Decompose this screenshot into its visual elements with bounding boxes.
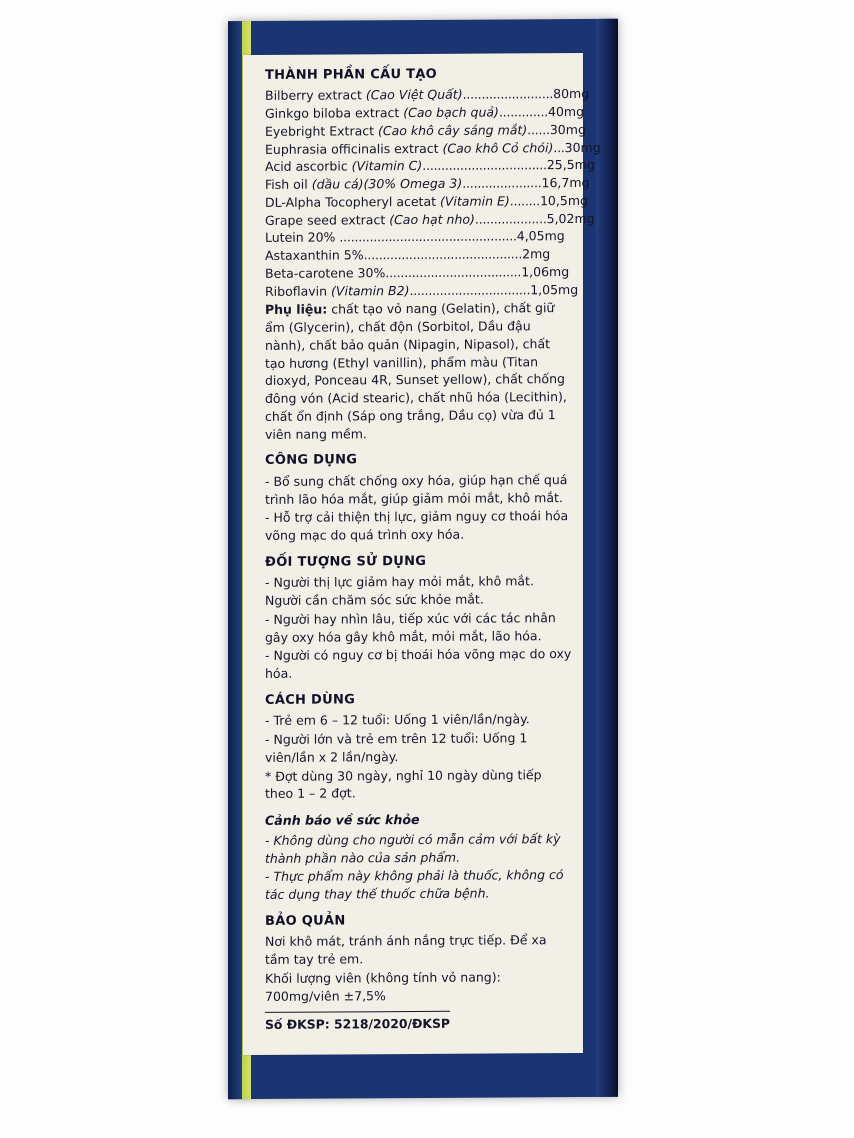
- ingredient-amount: 1,05mg: [530, 281, 579, 297]
- ingredient-name: Eyebright Extract: [265, 123, 379, 139]
- ingredient-dots: .................................: [422, 157, 547, 174]
- warning-line: - Không dùng cho người có mẫn cảm với bất kỳ thành phần nào của sản phẩm.: [265, 831, 561, 866]
- ingredient-dots: ...............................................: [339, 228, 517, 245]
- audience-heading: ĐỐI TƯỢNG SỬ DỤNG: [265, 553, 427, 570]
- uses-line: - Bổ sung chất chống oxy hóa, giúp hạn chế quá trình lão hóa mắt, giúp giảm mỏi mắt, khô mắt.: [265, 471, 568, 507]
- storage-line: Khối lượng viên (không tính vỏ nang): 700mg/viên ±7,5%: [265, 969, 501, 1004]
- ingredient-name-vi: (Cao khô cây sáng mắt): [378, 122, 528, 139]
- ingredient-dots: ................................: [409, 281, 531, 298]
- ingredient-dots: ....................................: [385, 264, 522, 281]
- ingredient-name: DL-Alpha Tocopheryl acetat: [265, 193, 440, 210]
- ingredient-name: Ginkgo biloba extract: [265, 105, 404, 122]
- ingredient-amount: 16,7mg: [541, 175, 590, 191]
- ingredient-name: Grape seed extract: [265, 211, 390, 228]
- ingredient-row: [265, 210, 595, 230]
- ingredient-amount: 80mg: [553, 86, 590, 102]
- box-left-edge: [228, 21, 242, 1099]
- usage-heading: CÁCH DÙNG: [265, 692, 356, 708]
- ingredient-amount: 30mg: [549, 121, 586, 138]
- ingredient-row: [265, 281, 579, 301]
- ingredient-name-vi: (Vitamin C): [351, 158, 423, 174]
- storage-heading: BẢO QUẢN: [265, 913, 346, 929]
- ingredient-amount: 5,02mg: [546, 210, 595, 226]
- ingredient-name-vi: (dầu cá)(30% Omega 3): [311, 175, 463, 192]
- box-right-edge: [596, 19, 618, 1097]
- ingredient-name-vi: (Cao bạch quả): [403, 104, 499, 121]
- product-label-panel: [243, 53, 601, 1055]
- ingredient-name: Lutein 20%: [265, 229, 340, 246]
- ingredients-list: [265, 85, 601, 300]
- ingredient-name-vi: (Vitamin E): [440, 193, 510, 209]
- ingredient-dots: .....................: [462, 175, 542, 191]
- ingredient-amount: 4,05mg: [516, 228, 565, 244]
- ingredient-name-vi: (Vitamin B2): [331, 282, 410, 299]
- label-text-content: [265, 63, 601, 1049]
- usage-line: * Đợt dùng 30 ngày, nghỉ 10 ngày dùng tiếp theo 1 – 2 đợt.: [265, 766, 542, 802]
- audience-line: - Người thị lực giảm hay mỏi mắt, khô mắt. Người cần chăm sóc sức khỏe mắt.: [265, 573, 534, 609]
- uses-line: - Hỗ trợ cải thiện thị lực, giảm nguy cơ thoái hóa võng mạc do quá trình oxy hóa.: [265, 508, 569, 544]
- ingredient-row: [265, 192, 588, 212]
- ingredient-amount: 10,5mg: [539, 192, 588, 209]
- ingredient-dots: ......: [527, 122, 550, 138]
- ingredient-name: Fish oil: [265, 176, 312, 193]
- ingredient-amount: 2mg: [522, 246, 551, 262]
- ingredient-name-vi: (Cao khô Cỏ chói): [442, 139, 554, 156]
- ingredients-heading: THÀNH PHẦN CẤU TẠO: [265, 66, 438, 83]
- ingredient-name: Riboflavin: [265, 283, 332, 299]
- ingredient-dots: ..........................................: [363, 246, 523, 263]
- ingredient-row: [265, 156, 595, 176]
- ingredient-row: [265, 227, 573, 247]
- ingredient-name: Acid ascorbic: [265, 158, 352, 175]
- excipients-text: chất tạo vỏ nang (Gelatin), chất giữ ẩm (Glycerin), chất độn (Sorbitol, Dầu đậu nành), chất bảo quản (Nipagin, Nipasol), chất tạo hương (Ethyl vanillin), phẩm màu (Titan dioxyd, Ponceau 4R, Sunset yellow), chất chống đông vón (Acid stearic), chất nhũ hóa (Lecithin), chất ổn định (Sáp ong trắng, Dầu cọ) vừa đủ 1 viên nang mềm.: [265, 300, 567, 442]
- ingredient-name: Astaxanthin 5%: [265, 247, 364, 264]
- ingredient-amount: 1,06mg: [521, 263, 570, 280]
- excipients-paragraph: [265, 299, 573, 443]
- ingredient-amount: 30mg: [564, 139, 601, 155]
- usage-line: - Trẻ em 6 – 12 tuổi: Uống 1 viên/lần/ngày.: [265, 711, 530, 729]
- audience-line: - Người hay nhìn lâu, tiếp xúc với các tác nhân gây oxy hóa gây khô mắt, mỏi mắt, lão hóa.: [265, 609, 556, 645]
- excipients-label: Phụ liệu:: [265, 301, 328, 318]
- ingredient-dots: .............: [498, 104, 549, 120]
- warning-line: - Thực phẩm này không phải là thuốc, không có tác dụng thay thế thuốc chữa bệnh.: [265, 867, 564, 903]
- ingredient-dots: ...: [553, 139, 565, 155]
- ingredient-row: [265, 103, 585, 123]
- audience-line: - Người có nguy cơ bị thoái hóa võng mạc do oxy hóa.: [265, 646, 572, 682]
- ingredient-row: [265, 263, 573, 283]
- ingredient-name-vi: (Cao Việt Quất): [365, 87, 463, 103]
- warning-heading: Cảnh báo về sức khỏe: [265, 812, 420, 828]
- registration-number: Số ĐKSP: 5218/2020/ĐKSP: [265, 1011, 450, 1034]
- ingredient-row: [265, 174, 590, 194]
- ingredient-amount: 40mg: [548, 104, 585, 120]
- ingredient-amount: 25,5mg: [546, 157, 595, 173]
- storage-line: Nơi khô mát, tránh ánh nắng trực tiếp. Để xa tầm tay trẻ em.: [265, 932, 547, 968]
- ingredient-row: [265, 121, 586, 141]
- ingredient-name: Bilberry extract: [265, 87, 366, 104]
- ingredient-name: Euphrasia officinalis extract: [265, 140, 443, 157]
- uses-heading: CÔNG DỤNG: [265, 452, 358, 469]
- ingredient-row: [265, 85, 590, 105]
- ingredient-dots: ........: [509, 193, 540, 209]
- ingredient-row: [265, 139, 601, 159]
- usage-line: - Người lớn và trẻ em trên 12 tuổi: Uống 1 viên/lần x 2 lần/ngày.: [265, 730, 528, 765]
- ingredient-row: [265, 245, 573, 265]
- ingredient-name-vi: (Cao hạt nho): [389, 211, 475, 227]
- ingredient-dots: ...................: [474, 210, 547, 227]
- ingredient-name: Beta-carotene 30%: [265, 265, 386, 281]
- ingredient-dots: ........................: [462, 86, 554, 103]
